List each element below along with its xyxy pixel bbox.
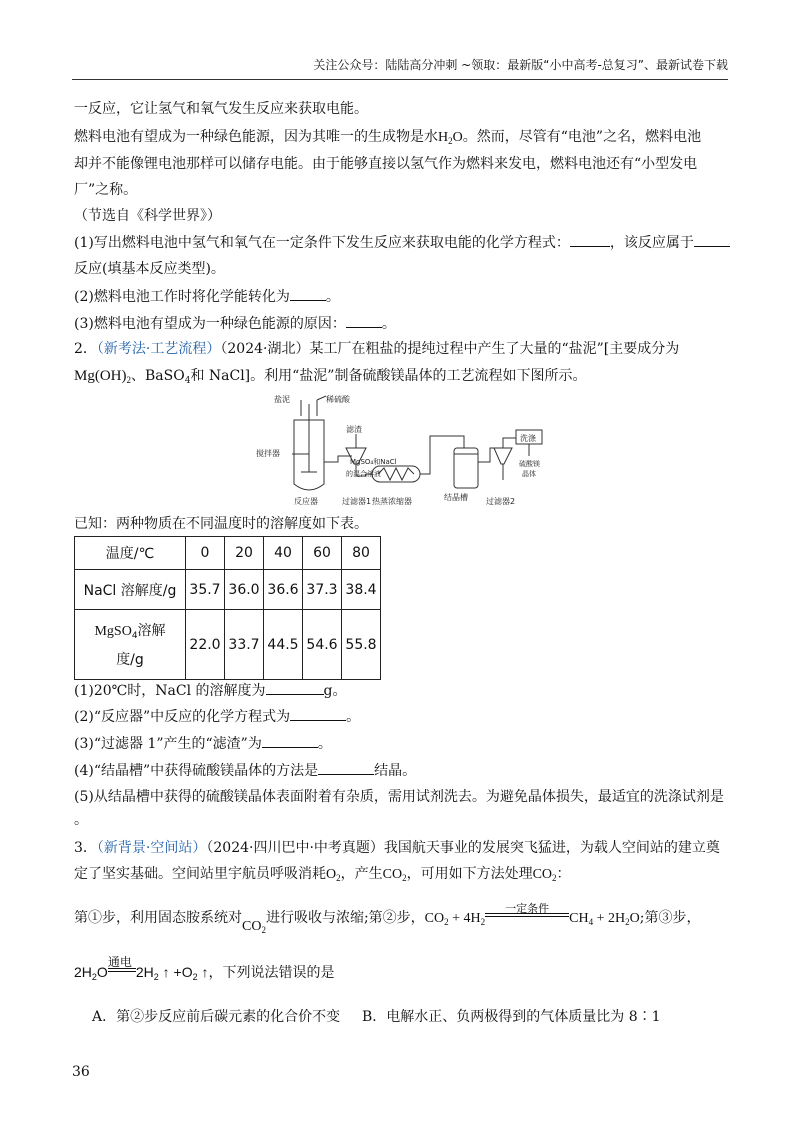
answer-blank[interactable]: [570, 232, 610, 247]
q1-part1: (1)写出燃料电池中氢气和氧气在一定条件下发生反应来获取电能的化学方程式： ，该反应属于: [74, 232, 730, 253]
q1-part3: (3)燃料电池有望成为一种绿色能源的原因： 。: [74, 313, 396, 334]
table-cell: 36.6: [264, 570, 303, 610]
table-cell: 44.5: [264, 610, 303, 680]
answer-blank[interactable]: [262, 733, 318, 748]
answer-blank[interactable]: [266, 680, 324, 695]
label-stirrer: 搅拌器: [256, 449, 280, 458]
table-cell: 37.3: [303, 570, 342, 610]
table-header-cell: 60: [303, 537, 342, 570]
q2-stem-line-2: $Mg(OH)_2$、BaSO$_4$和 NaCl]。利用“盐泥”制备硫酸镁晶体的工艺流程如下图所示。: [74, 368, 587, 386]
table-header-cell: 温度/℃: [75, 537, 186, 570]
label-dilute-acid: 稀硫酸: [326, 395, 350, 404]
table-header-cell: 40: [264, 537, 303, 570]
table-header-row: [75, 537, 381, 570]
page-header: 关注公众号：陆陆高分冲刺 ~领取：最新版“小中高考-总复习”、最新试卷下载: [313, 58, 728, 72]
label-crystallizer: 结晶槽: [444, 493, 468, 502]
table-cell: 38.4: [342, 570, 381, 610]
label-mixed: MgSO₄和NaCl: [350, 458, 397, 466]
q2-part5-end: 。: [74, 812, 88, 828]
label-residue: 滤渣: [346, 425, 362, 434]
label-product: 硫酸镁: [519, 460, 540, 468]
answer-blank[interactable]: [290, 286, 326, 301]
answer-blank[interactable]: [318, 760, 374, 775]
label-filter1: 过滤器1: [342, 497, 372, 506]
table-row: [75, 570, 381, 610]
q1-part2: (2)燃料电池工作时将化学能转化为 。: [74, 286, 340, 307]
q2-part4: (4)“结晶槽”中获得硫酸镁晶体的方法是 结晶。: [74, 760, 416, 781]
q1-part1-cont: 反应(填基本反应类型)。: [74, 261, 225, 277]
answer-blank[interactable]: [346, 313, 382, 328]
q2-tag: （新考法·工艺流程）: [96, 341, 221, 357]
passage-line-2: 燃料电池有望成为一种绿色能源，因为其唯一的生成物是水$H_2O$。然而，尽管有“电池”之名，燃料电池: [74, 129, 702, 146]
table-cell: 54.6: [303, 610, 342, 680]
answer-blank[interactable]: [290, 706, 346, 721]
equation-2: $2H_2O$ 通电 $2H_2$ ↑ $+O_2$ ↑: [74, 955, 209, 982]
q2-part2: (2)“反应器”中反应的化学方程式为 。: [74, 706, 360, 727]
table-cell: 55.8: [342, 610, 381, 680]
table-row-label: NaCl 溶解度/g: [75, 570, 186, 610]
label-salt-mud: 盐泥: [274, 395, 290, 404]
label-wash: 洗涤: [520, 434, 536, 443]
page-number: 36: [72, 1064, 90, 1080]
table-header-cell: 20: [225, 537, 264, 570]
table-row-label: MgSO$_4$溶解 度/g: [75, 610, 186, 680]
q3-tag: （新背景·空间站）: [96, 840, 207, 856]
label-product2: 晶体: [522, 470, 536, 478]
table-header-cell: 80: [342, 537, 381, 570]
label-evaporator: 热蒸浓缩器: [372, 497, 412, 506]
table-cell: 36.0: [225, 570, 264, 610]
q2-part1: (1)20℃时，NaCl 的溶解度为 g。: [74, 680, 347, 701]
passage-line-3: 却并不能像锂电池那样可以储存电能。由于能够直接以氢气作为燃料来发电，燃料电池还有“小型发电: [74, 156, 698, 172]
q3-stem-line-2: 定了坚实基础。空间站里宇航员呼吸消耗$O_2$，产生$CO_2$，可用如下方法处理$CO_2$：: [74, 866, 571, 883]
q2-part5: (5)从结晶槽中获得的硫酸镁晶体表面附着有杂质，需用试剂洗去。为避免晶体损失，最适宜的洗涤试剂是: [74, 789, 724, 805]
option-b[interactable]: B．电解水正、负两极得到的气体质量比为 8∶1: [362, 1009, 661, 1025]
table-row: [75, 610, 381, 680]
q3-step-line: 第①步，利用固态胺系统对$CO_2$进行吸收与浓缩;第②步，$CO_2 + 4H_2$ 一定条件 $CH_4 + 2H_2O$;第③步，: [74, 903, 701, 935]
process-flow-diagram: [254, 392, 554, 512]
table-cell: 33.7: [225, 610, 264, 680]
label-filter2: 过滤器2: [486, 497, 516, 506]
option-a[interactable]: A．第②步反应前后碳元素的化合价不变: [92, 1009, 341, 1025]
solubility-table: [74, 536, 381, 680]
q2-known: 已知：两种物质在不同温度时的溶解度如下表。: [74, 516, 368, 532]
q3-stem-line-1: 3．（新背景·空间站）（2024·四川巴中·中考真题）我国航天事业的发展突飞猛进，为载人空间站的建立奠: [74, 840, 720, 856]
passage-source: （节选自《科学世界》）: [74, 208, 221, 224]
q2-stem-line-1: 2．（新考法·工艺流程）（2024·湖北）某工厂在粗盐的提纯过程中产生了大量的“盐泥”[主要成分为: [74, 341, 680, 357]
answer-blank[interactable]: [694, 232, 730, 247]
q2-part3: (3)“过滤器 1”产生的“滤渣”为 。: [74, 733, 332, 754]
passage-line-1: 一反应，它让氢气和氧气发生反应来获取电能。: [74, 101, 368, 117]
passage-line-4: 厂”之称。: [74, 182, 138, 198]
header-rule: [72, 79, 728, 80]
label-reactor: 反应器: [294, 497, 318, 506]
table-cell: 22.0: [186, 610, 225, 680]
q3-equation-line: $2H_2O$ 通电 $2H_2$ ↑ $+O_2$ ↑，下列说法错误的是: [74, 955, 335, 982]
table-cell: 35.7: [186, 570, 225, 610]
equation-1: $CO_2 + 4H_2$ 一定条件 $CH_4 + 2H_2O$: [424, 903, 640, 927]
label-mixed2: 的混合溶液: [346, 470, 381, 478]
table-header-cell: 0: [186, 537, 225, 570]
